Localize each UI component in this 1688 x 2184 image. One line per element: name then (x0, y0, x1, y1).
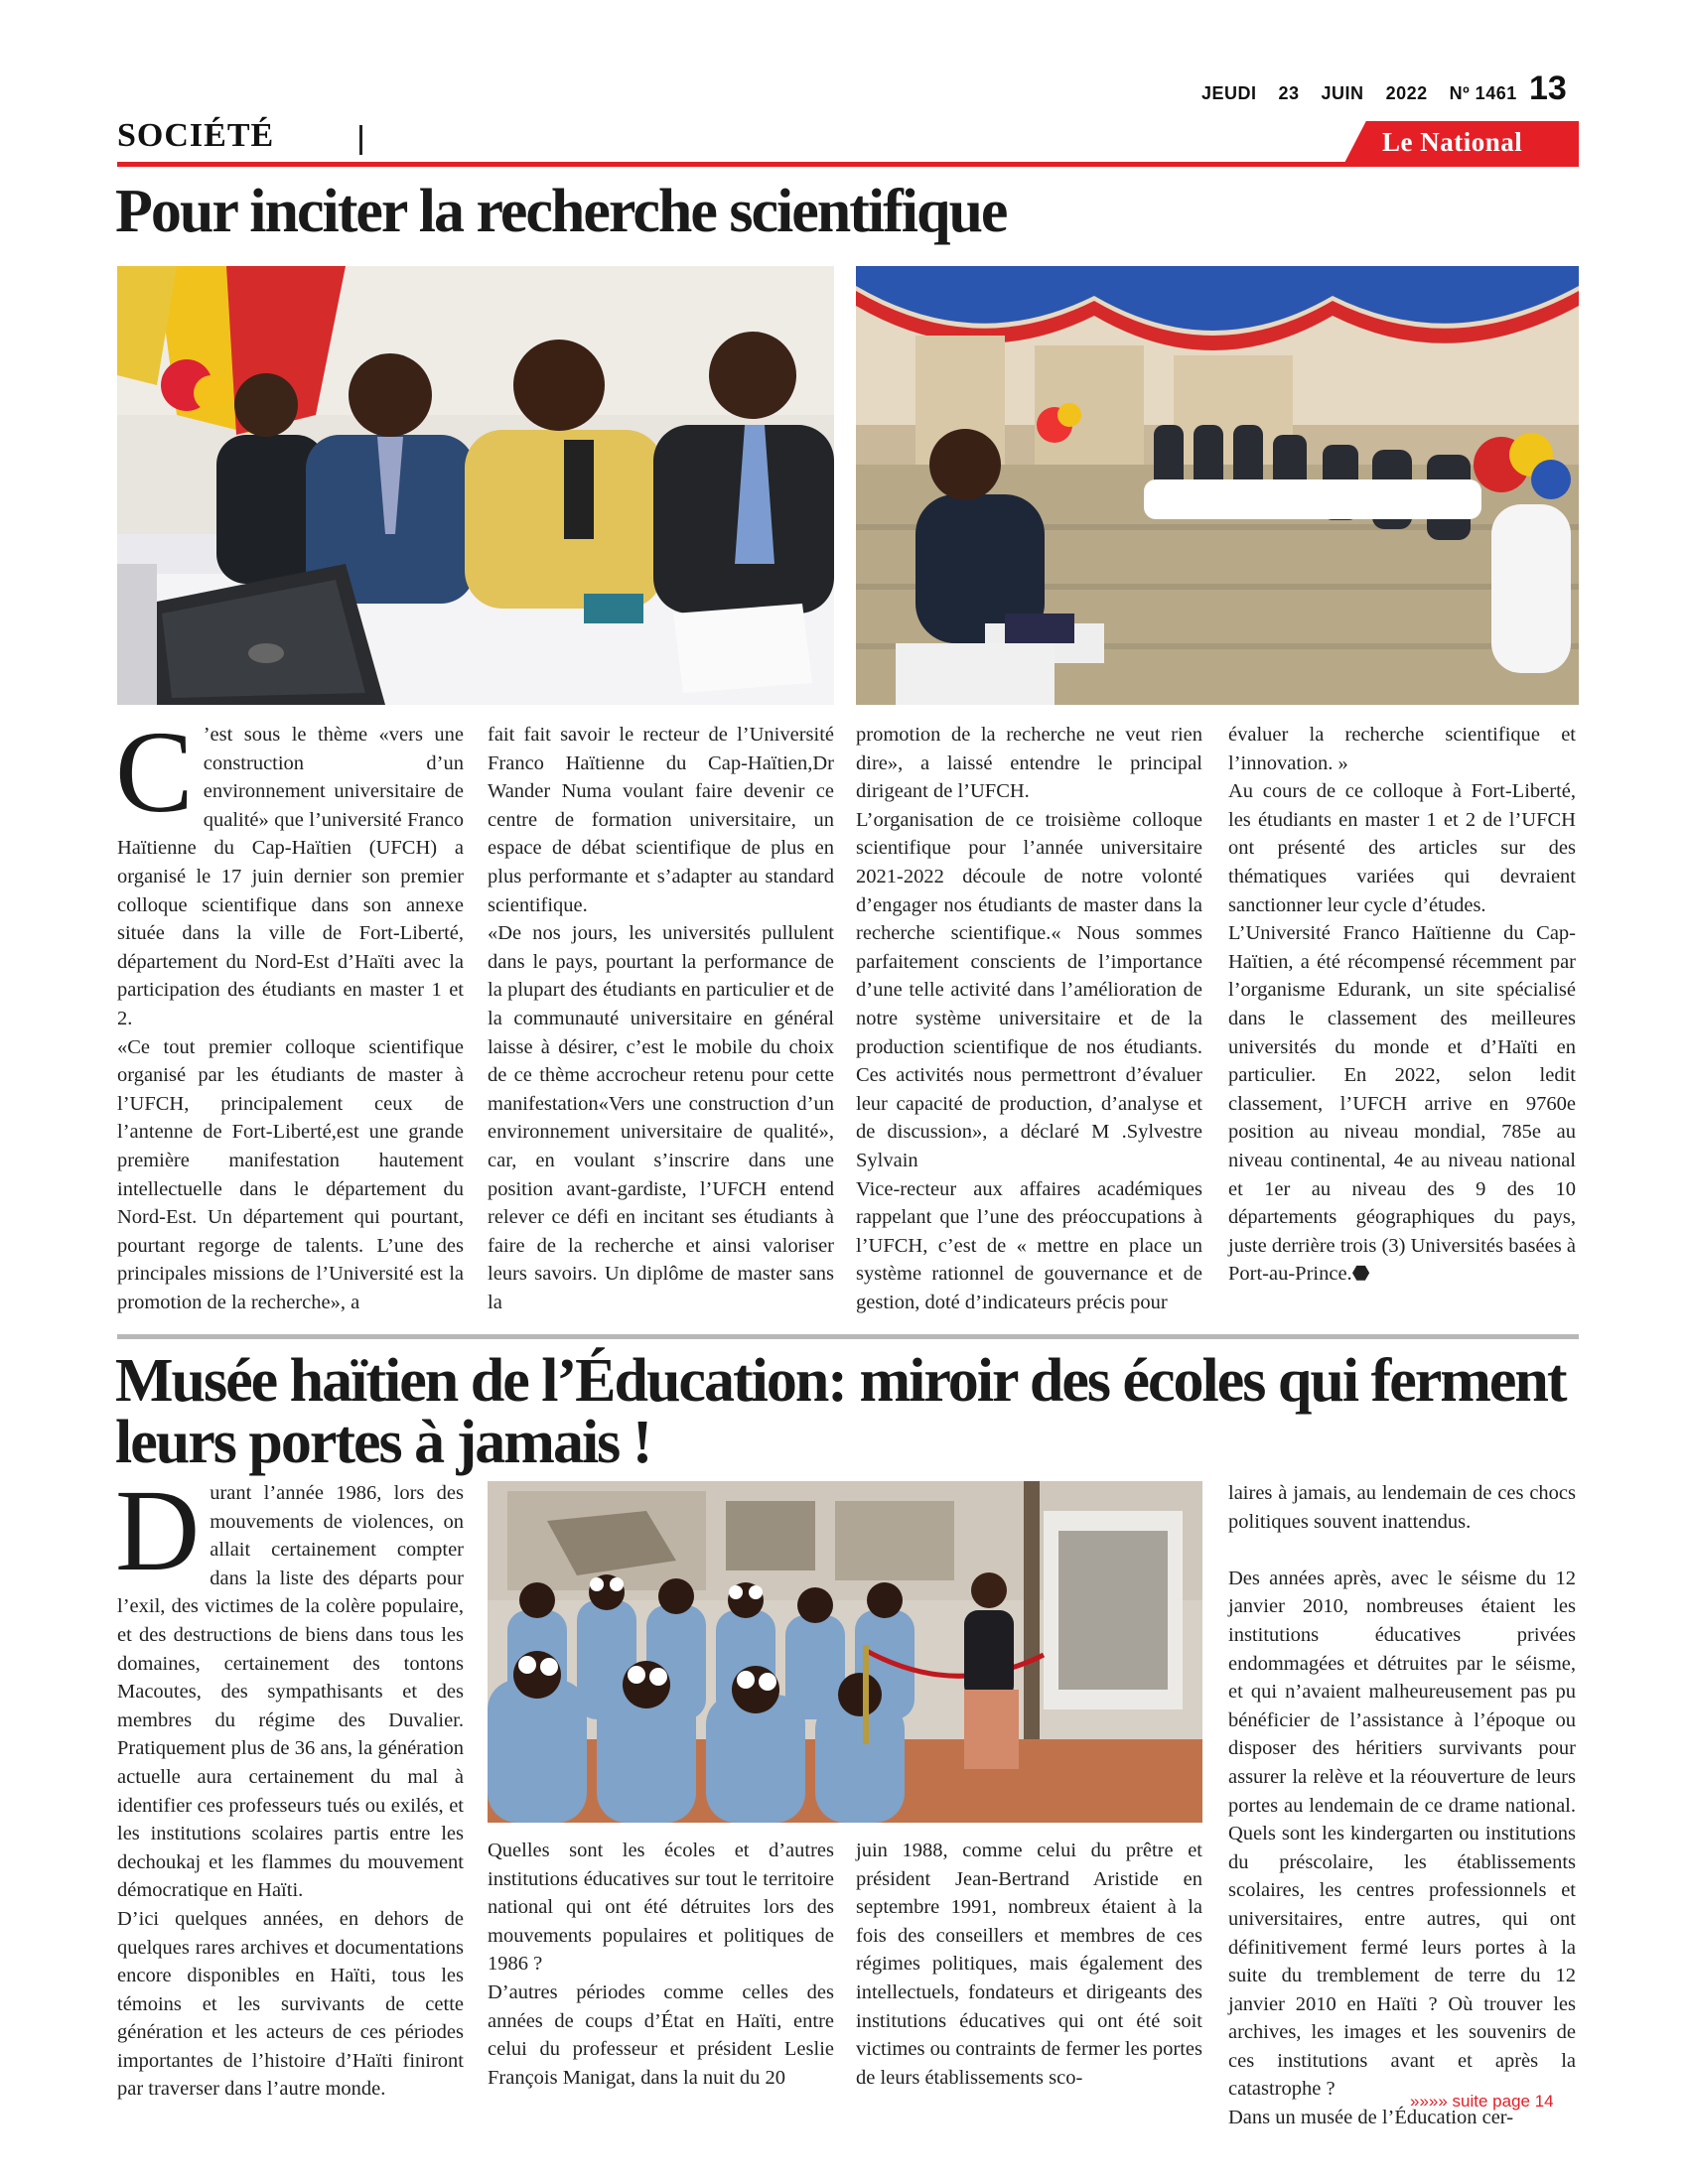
date-month: JUIN (1321, 83, 1364, 103)
article1-column-1 (115, 707, 464, 1316)
issue-date (1201, 83, 1539, 104)
newspaper-name: Le National (1382, 127, 1523, 157)
article2-col1-text: urant l’année 1986, lors des mouvements de violences, on allait certainement compter dans la liste des départs pour l’exil, des victimes de la colère populaire, et des destructions de biens dans tous les domaines, certainement des tontons Macoutes, des sympathisants et des membres du régime des Duvalier. Pratiquement plus de 36 ans, la génération actuelle aura certainement du mal à identifier ces professeurs tués ou exilés, et les institutions scolaires partis entre les dechoukaj et les flammes du mouvement démocratique en Haïti. D’ici quelques années, en dehors de quelques rares archives et documentations encore disponibles en Haïti, tous les témoins et les survivants de cette génération et les acteurs de ces périodes importantes de l’histoire d’Haïti finiront par traverser dans l’autre monde. (117, 1482, 464, 2101)
photo-speakers-panel (117, 266, 834, 705)
article2-drop-cap: D (115, 1465, 201, 1595)
article1-column-3: promotion de la recherche ne veut rien dire», a laissé entendre le principal dirigeant de l’UFCH. L’organisation de ce troisième colloque scientifique pour l’année universitaire 2021-2022 découle de notre volonté d’engager nos étudiants de master dans la recherche scientifique.« Nous sommes parfaitement conscients de l’importance d’une telle activité dans l’amélioration de notre système universitaire et de la production scientifique de nos étudiants. Ces activités nous permettront d’évaluer leur capacité de production, d’analyse et de discussion», a déclaré M .Sylvestre Sylvain Vice-recteur aux affaires académiques rappelant que l’une des préoccupations à l’UFCH, c’est de « mettre en place un système rationnel de gouvernance et de gestion, doté d’indicateurs précis pour (856, 724, 1202, 1313)
article1-column-2: fait fait savoir le recteur de l’Université Franco Haïtienne du Cap-Haïtien,Dr Wander Numa voulant faire devenir ce centre de formation universitaire, un espace de débat scientifique de plus en plus performante et s’adapter au standard scientifique. «De nos jours, les universités pullulent dans le pays, pourtant la performance de la plupart des étudiants en particulier et de la communauté universitaire en général laisse à désirer, c’est le mobile du choix de ce thème accrocheur retenu pour cette manifestation«Vers une construction d’un environnement universitaire de qualité», car, en voulant s’inscrire dans une position avant-gardiste, l’UFCH entend relever ce défi en incitant ses étudiants à faire de la recherche et ainsi valoriser leurs savoirs. Un diplôme de master sans la (488, 724, 834, 1313)
article2-column-1 (115, 1465, 464, 2104)
article1-col1-text: ’est sous le thème «vers une construction d’un environnement universitaire de qualité» que l’université Franco Haïtienne du Cap-Haïtien (UFCH) a organisé le 17 juin dernier son premier colloque scientifique dans son annexe située dans la ville de Fort-Liberté, département du Nord-Est d’Haïti avec la participation des étudiants en master 1 et 2. «Ce tout premier colloque scientifique organisé par les étudiants de master à l’UFCH, principalement ceux de l’antenne de Fort-Liberté,est une grande première manifestation hautement intellectuelle dans le département du Nord-Est. Un département qui pourtant, pourtant regorge de talents. L’une des principales missions de l’Université est la promotion de la recherche», a (117, 724, 464, 1313)
article-divider (117, 1334, 1579, 1339)
weekday: JEUDI (1201, 83, 1257, 103)
date-day: 23 (1278, 83, 1300, 103)
photo-museum-visit (488, 1481, 1202, 1823)
issue-number: Nº 1461 (1449, 83, 1517, 103)
article2-column-2: Quelles sont les écoles et d’autres institutions éducatives sur tout le territoire national qui ont été détruites lors des mouvements populaires et politiques de 1986 ? D’autres périodes comme celles des années de coups d’État en Haïti, entre celui du professeur et président Leslie François Manigat, dans la nuit du 20 (488, 1840, 834, 2089)
section-separator (359, 125, 362, 155)
article2-headline: Musée haïtien de l’Éducation: miroir des écoles qui ferment leurs portes à jamais ! (115, 1347, 1566, 1476)
article2-column-3: juin 1988, comme celui du prêtre et président Jean-Bertrand Aristide en septembre 1991, nombreux étaient à la fois des conseillers et membres de ces régimes politiques, mais également des intellectuels, fondateurs et dirigeants des institutions éducatives qui ont été soit victimes ou contraints de fermer les portes de leurs établissements sco- (856, 1840, 1202, 2089)
article1-drop-cap: C (115, 707, 194, 837)
article2-column-4: laires à jamais, au lendemain de ces chocs politiques souvent inattendus. Des années après, avec le séisme du 12 janvier 2010, nombreuses étaient les institutions éducatives privées endommagées et détruites par le séisme, et qui n’avaient malheureusement pas pu bénéficier de l’assistance à l’époque ou disposer des héritiers survivants pour assurer la relève et la réouverture de leurs portes au lendemain de ce drame national. Quels sont les kindergarten ou institutions du préscolaire, les établissements scolaires, les centres professionnels et universitaires, entre autres, qui ont définitivement fermé leurs portes à la suite du tremblement de terre du 12 janvier 2010 en Haïti ? Où trouver les archives, les images et les souvenirs de ces institutions avant et après la catastrophe ? Dans un musée de l’Éducation cer- (1228, 1482, 1576, 2129)
continuation-note[interactable]: »»»» suite page 14 (1410, 2092, 1554, 2111)
date-year: 2022 (1385, 83, 1428, 103)
article1-column-4: évaluer la recherche scientifique et l’innovation. » Au cours de ce colloque à Fort-Liberté, les étudiants en master 1 et 2 de l’UFCH ont présenté des articles sur des thématiques variées qui devraient sanctionner leur cycle d’études. L’Université Franco Haïtienne du Cap-Haïtien, a été récompensé récemment par l’organisme Edurank, un site spécialisé dans le classement des meilleures universités du monde et d’Haïti en particulier. En 2022, selon ledit classement, l’UFCH arrive en 9760e position au niveau mondial, 785e au niveau continental, 4e au niveau national et 1er au niveau des 9 des 10 départements géographiques du pays, juste derrière trois (3) Universités basées à Port-au-Prince.⬣ (1228, 724, 1576, 1286)
page-number: 13 (1529, 69, 1567, 107)
header-rule (117, 162, 1579, 167)
photo-audience (856, 266, 1579, 705)
article1-headline: Pour inciter la recherche scientifique (115, 178, 1007, 245)
section-title: SOCIÉTÉ (117, 117, 275, 154)
